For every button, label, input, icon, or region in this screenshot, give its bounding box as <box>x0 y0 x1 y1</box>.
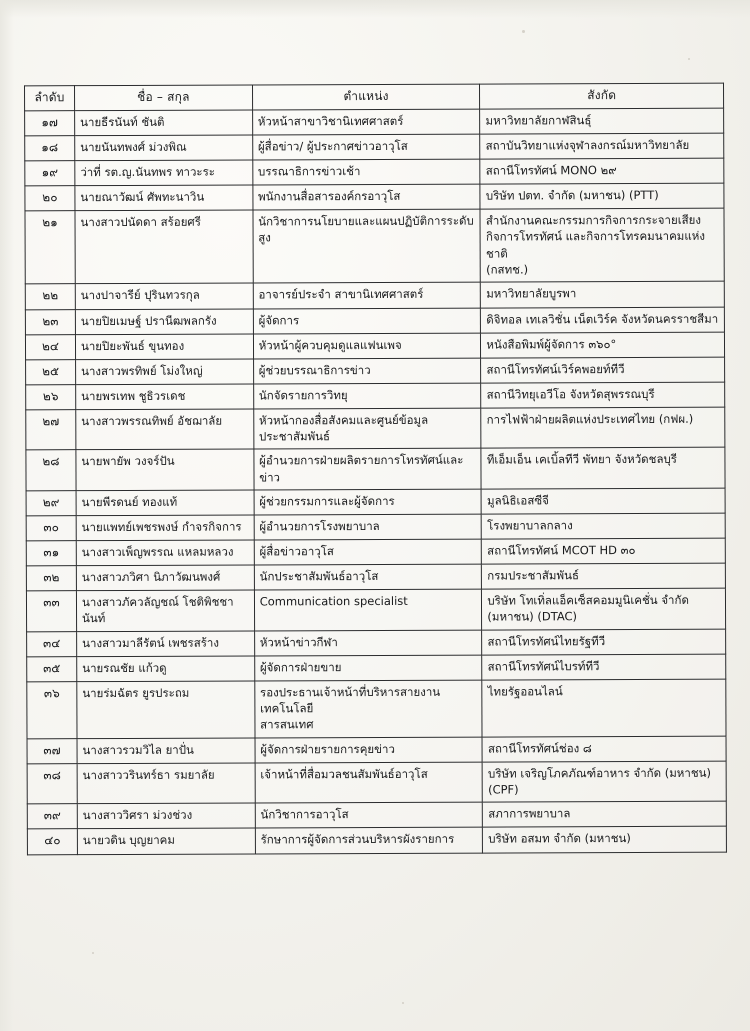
cell-name: นายณาวัฒน์ ศัพทะนาวิน <box>75 185 253 211</box>
cell-no: ๒๐ <box>25 186 75 211</box>
cell-no: ๑๙ <box>25 161 75 186</box>
cell-position: Communication specialist <box>254 589 482 631</box>
cell-no: ๓๗ <box>27 738 77 763</box>
cell-name: นายปิยเมษฐ์ ปรานีฒพลกรัง <box>75 308 253 334</box>
cell-org: สถานีโทรทัศน์ไบรท์ทีวี <box>482 654 726 680</box>
cell-name: นางสาวพรรณทิพย์ อัชฌาลัย <box>76 409 254 450</box>
table-row <box>27 654 726 682</box>
cell-org-line1: สำนักงานคณะกรรมการกิจการกระจายเสียง <box>485 212 702 228</box>
cell-name: นางสาวภวิศา นิภาวัฒนพงศ์ <box>76 565 254 591</box>
cell-position-line1: รองประธานเจ้าหน้าที่บริหารสายงานเทคโนโลยี <box>259 684 441 716</box>
table-row <box>26 488 725 516</box>
cell-position-line2: ประชาสัมพันธ์ <box>259 429 331 444</box>
cell-no: ๒๘ <box>26 450 76 491</box>
column-header-name: ชื่อ – สกุล <box>74 85 252 111</box>
table-row <box>27 827 726 855</box>
table-row <box>25 307 724 335</box>
cell-name: ว่าที่ รต.ญ.นันทพร ทาวะระ <box>75 160 253 186</box>
table-row <box>25 133 724 161</box>
table-row <box>26 538 725 566</box>
cell-name: นายแพทย์เพชรพงษ์ กำจรกิจการ <box>76 515 254 541</box>
cell-position: นักจัดรายการวิทยุ <box>253 383 481 409</box>
cell-name: นายวดิน บุญยาคม <box>77 828 255 854</box>
cell-org: ไทยรัฐออนไลน์ <box>482 679 726 737</box>
cell-position: ผู้สื่อข่าว/ ผู้ประกาศข่าวอาวุโส <box>252 134 480 160</box>
cell-name: นายพีรดนย์ ทองแท้ <box>76 490 254 516</box>
cell-name: นางสาวพรทิพย์ โม่งใหญ่ <box>76 359 254 385</box>
cell-org: สถานีโทรทัศน์ไทยรัฐทีวี <box>482 629 726 655</box>
cell-org-line1: บริษัท โทเทิ่ลแอ็คเซ็สคอมมูนิเคชั่น จำกัด <box>487 592 689 608</box>
cell-name: นางสาวมาลีรัตน์ เพชรสร้าง <box>77 631 255 657</box>
cell-org: กรมประชาสัมพันธ์ <box>482 563 726 589</box>
cell-position: ผู้ช่วยบรรณาธิการข่าว <box>253 358 481 384</box>
cell-org: สถานีโทรทัศน์ MCOT HD ๓๐ <box>482 538 726 564</box>
cell-no: ๒๔ <box>25 334 75 359</box>
cell-name: นางสาวรวมวิไล ยาปั่น <box>77 738 255 764</box>
cell-org-line2: (CPF) <box>488 782 519 797</box>
cell-org: ดิจิทอล เทเลวิชั่น เน็ตเวิร์ค จังหวัดนครราชสีมา <box>481 307 725 333</box>
cell-org: สถาบันวิทยาแห่งจุฬาลงกรณ์มหาวิทยาลัย <box>480 133 724 159</box>
column-header-position: ตำแหน่ง <box>252 84 480 110</box>
cell-position: หัวหน้าสาขาวิชานิเทศศาสตร์ <box>252 109 480 135</box>
cell-org: สภาการพยาบาล <box>483 802 727 828</box>
cell-name: นายธีรนันท์ ชันติ <box>75 110 253 136</box>
table-row <box>25 108 724 136</box>
cell-name: นายพรเทพ ชูธิวรเดช <box>76 384 254 410</box>
cell-name: นายนันทพงศ์ ม่วงพิณ <box>75 135 253 161</box>
cell-position: นักประชาสัมพันธ์อาวุโส <box>254 564 482 590</box>
cell-no: ๓๐ <box>26 516 76 541</box>
cell-position: เจ้าหน้าที่สื่อมวลชนสัมพันธ์อาวุโส <box>255 762 483 804</box>
cell-no: ๓๓ <box>26 591 76 632</box>
cell-org: ทีเอ็มเอ็น เคเบิ้ลทีวี พัทยา จังหวัดชลบุรี <box>481 447 725 489</box>
cell-position: ผู้จัดการ <box>253 308 481 334</box>
cell-name: นางสาววิศรา ม่วงช่วง <box>77 803 255 829</box>
cell-position-line2: สารสนเทศ <box>260 717 314 732</box>
cell-name: นางสาวภัควลัญชณ์ โชติพิชชานันท์ <box>76 590 254 631</box>
cell-org: มูลนิธิเอสซีจี <box>481 488 725 514</box>
cell-name: นางปาจารีย์ ปุรินทวรกุล <box>75 283 253 309</box>
cell-position: ผู้จัดการฝ่ายรายการคุยข่าว <box>255 737 483 763</box>
cell-no: ๑๘ <box>25 136 75 161</box>
cell-position <box>254 680 482 738</box>
cell-org <box>480 208 724 282</box>
cell-org-line1: บริษัท เจริญโภคภัณฑ์อาหาร จำกัด (มหาชน) <box>487 765 712 781</box>
scan-speck <box>402 1002 404 1004</box>
table-row <box>26 407 725 450</box>
cell-position: ผู้อำนวยการโรงพยาบาล <box>254 514 482 540</box>
cell-no: ๓๖ <box>27 681 77 738</box>
cell-position <box>253 408 481 450</box>
table-row <box>27 802 726 830</box>
cell-position: ผู้ช่วยกรรมการและผู้จัดการ <box>254 489 482 515</box>
cell-no: ๓๕ <box>27 656 77 681</box>
page-left-shadow <box>0 0 14 1031</box>
cell-no: ๓๑ <box>26 541 76 566</box>
table-row <box>27 736 726 764</box>
table-row <box>27 761 726 804</box>
cell-position: รักษาการผู้จัดการส่วนบริหารผังรายการ <box>255 828 483 854</box>
cell-org: สถานีโทรทัศน์ MONO ๒๙ <box>480 158 724 184</box>
cell-no: ๒๑ <box>25 211 75 285</box>
table-row <box>25 183 724 211</box>
table-row <box>26 563 725 591</box>
cell-org: บริษัท อสมท จำกัด (มหาชน) <box>483 827 727 853</box>
cell-position: หัวหน้าผู้ควบคุมดูแลแฟนเพจ <box>253 333 481 359</box>
cell-no: ๓๔ <box>27 631 77 656</box>
cell-position: หัวหน้าข่าวกีฬา <box>254 630 482 656</box>
cell-name: นางสาวเพ็ญพรรณ แหลมหลวง <box>76 540 254 566</box>
cell-no: ๔๐ <box>27 829 77 854</box>
cell-org: บริษัท ปตท. จำกัด (มหาชน) (PTT) <box>480 183 724 209</box>
cell-no: ๓๙ <box>27 804 77 829</box>
table-row <box>26 588 725 631</box>
cell-org: สถานีโทรทัศน์ช่อง ๘ <box>482 736 726 762</box>
cell-org-line2: (มหาชน) (DTAC) <box>487 609 578 624</box>
cell-position: พนักงานสื่อสารองค์กรอาวุโส <box>253 184 481 210</box>
scan-speck <box>522 30 525 33</box>
cell-org: สถานีโทรทัศน์เวิร์คพอยท์ทีวี <box>481 357 725 383</box>
table-row <box>26 513 725 541</box>
cell-org: โรงพยาบาลกลาง <box>482 513 726 539</box>
cell-org: หนังสือพิมพ์ผู้จัดการ ๓๖๐° <box>481 332 725 358</box>
cell-no: ๓๒ <box>26 566 76 591</box>
cell-org: สถานีวิทยุเอวีโอ จังหวัดสุพรรณบุรี <box>481 382 725 408</box>
table-row <box>27 629 726 657</box>
cell-no: ๒๕ <box>26 359 76 384</box>
cell-position: ผู้จัดการฝ่ายขาย <box>254 655 482 681</box>
cell-no: ๒๓ <box>25 309 75 334</box>
cell-position: นักวิชาการนโยบายและแผนปฏิบัติการระดับสูง <box>253 209 481 283</box>
cell-org <box>482 588 726 630</box>
column-header-org: สังกัด <box>480 83 724 109</box>
table-row <box>25 208 724 284</box>
cell-org-line3: (กสทช.) <box>486 262 529 277</box>
cell-position: ผู้อำนวยการฝ่ายผลิตรายการโทรทัศน์และข่าว <box>254 448 482 490</box>
cell-position: ผู้สื่อข่าวอาวุโส <box>254 539 482 565</box>
cell-org-line2: กิจการโทรทัศน์ และกิจการโทรคมนาคมแห่งชาติ <box>485 229 705 261</box>
cell-org: มหาวิทยาลัยบูรพา <box>481 282 725 308</box>
cell-name: นายปิยะพันธ์ ขุนทอง <box>75 333 253 359</box>
page-top-shadow <box>0 0 750 18</box>
table-row <box>26 382 725 410</box>
column-header-no: ลำดับ <box>25 86 75 111</box>
participants-table <box>24 83 727 855</box>
table-row <box>25 332 724 360</box>
cell-name: นางสาววรินทร์ธา รมยาลัย <box>77 763 255 804</box>
table-row <box>26 357 725 385</box>
cell-no: ๒๙ <box>26 491 76 516</box>
scan-speck <box>688 58 690 60</box>
cell-name: นายร่มฉัตร ยูรประถม <box>77 681 255 739</box>
cell-name: นายรณชัย แก้วดู <box>77 656 255 682</box>
cell-position: นักวิชาการอาวุโส <box>255 803 483 829</box>
scan-speck <box>92 952 94 954</box>
cell-org: การไฟฟ้าฝ่ายผลิตแห่งประเทศไทย (กฟผ.) <box>481 407 725 449</box>
table-header-row <box>25 83 724 111</box>
cell-name: นางสาวปนัดดา สร้อยศรี <box>75 210 253 284</box>
cell-org <box>482 761 726 803</box>
cell-no: ๑๗ <box>25 111 75 136</box>
cell-position: บรรณาธิการข่าวเช้า <box>252 159 480 185</box>
cell-position-line1: หัวหน้ากองสื่อสังคมและศูนย์ข้อมูล <box>258 412 429 428</box>
cell-position: อาจารย์ประจำ สาขานิเทศศาสตร์ <box>253 283 481 309</box>
table-row <box>25 282 724 310</box>
table-row <box>27 679 726 739</box>
cell-no: ๒๒ <box>25 284 75 309</box>
cell-name: นายพายัพ วงจร์ปัน <box>76 449 254 490</box>
table-row <box>25 158 724 186</box>
table-row <box>26 447 725 490</box>
cell-no: ๓๘ <box>27 763 77 804</box>
cell-org: มหาวิทยาลัยกาฬสินธุ์ <box>480 108 724 134</box>
cell-no: ๒๖ <box>26 384 76 409</box>
cell-no: ๒๗ <box>26 409 76 450</box>
